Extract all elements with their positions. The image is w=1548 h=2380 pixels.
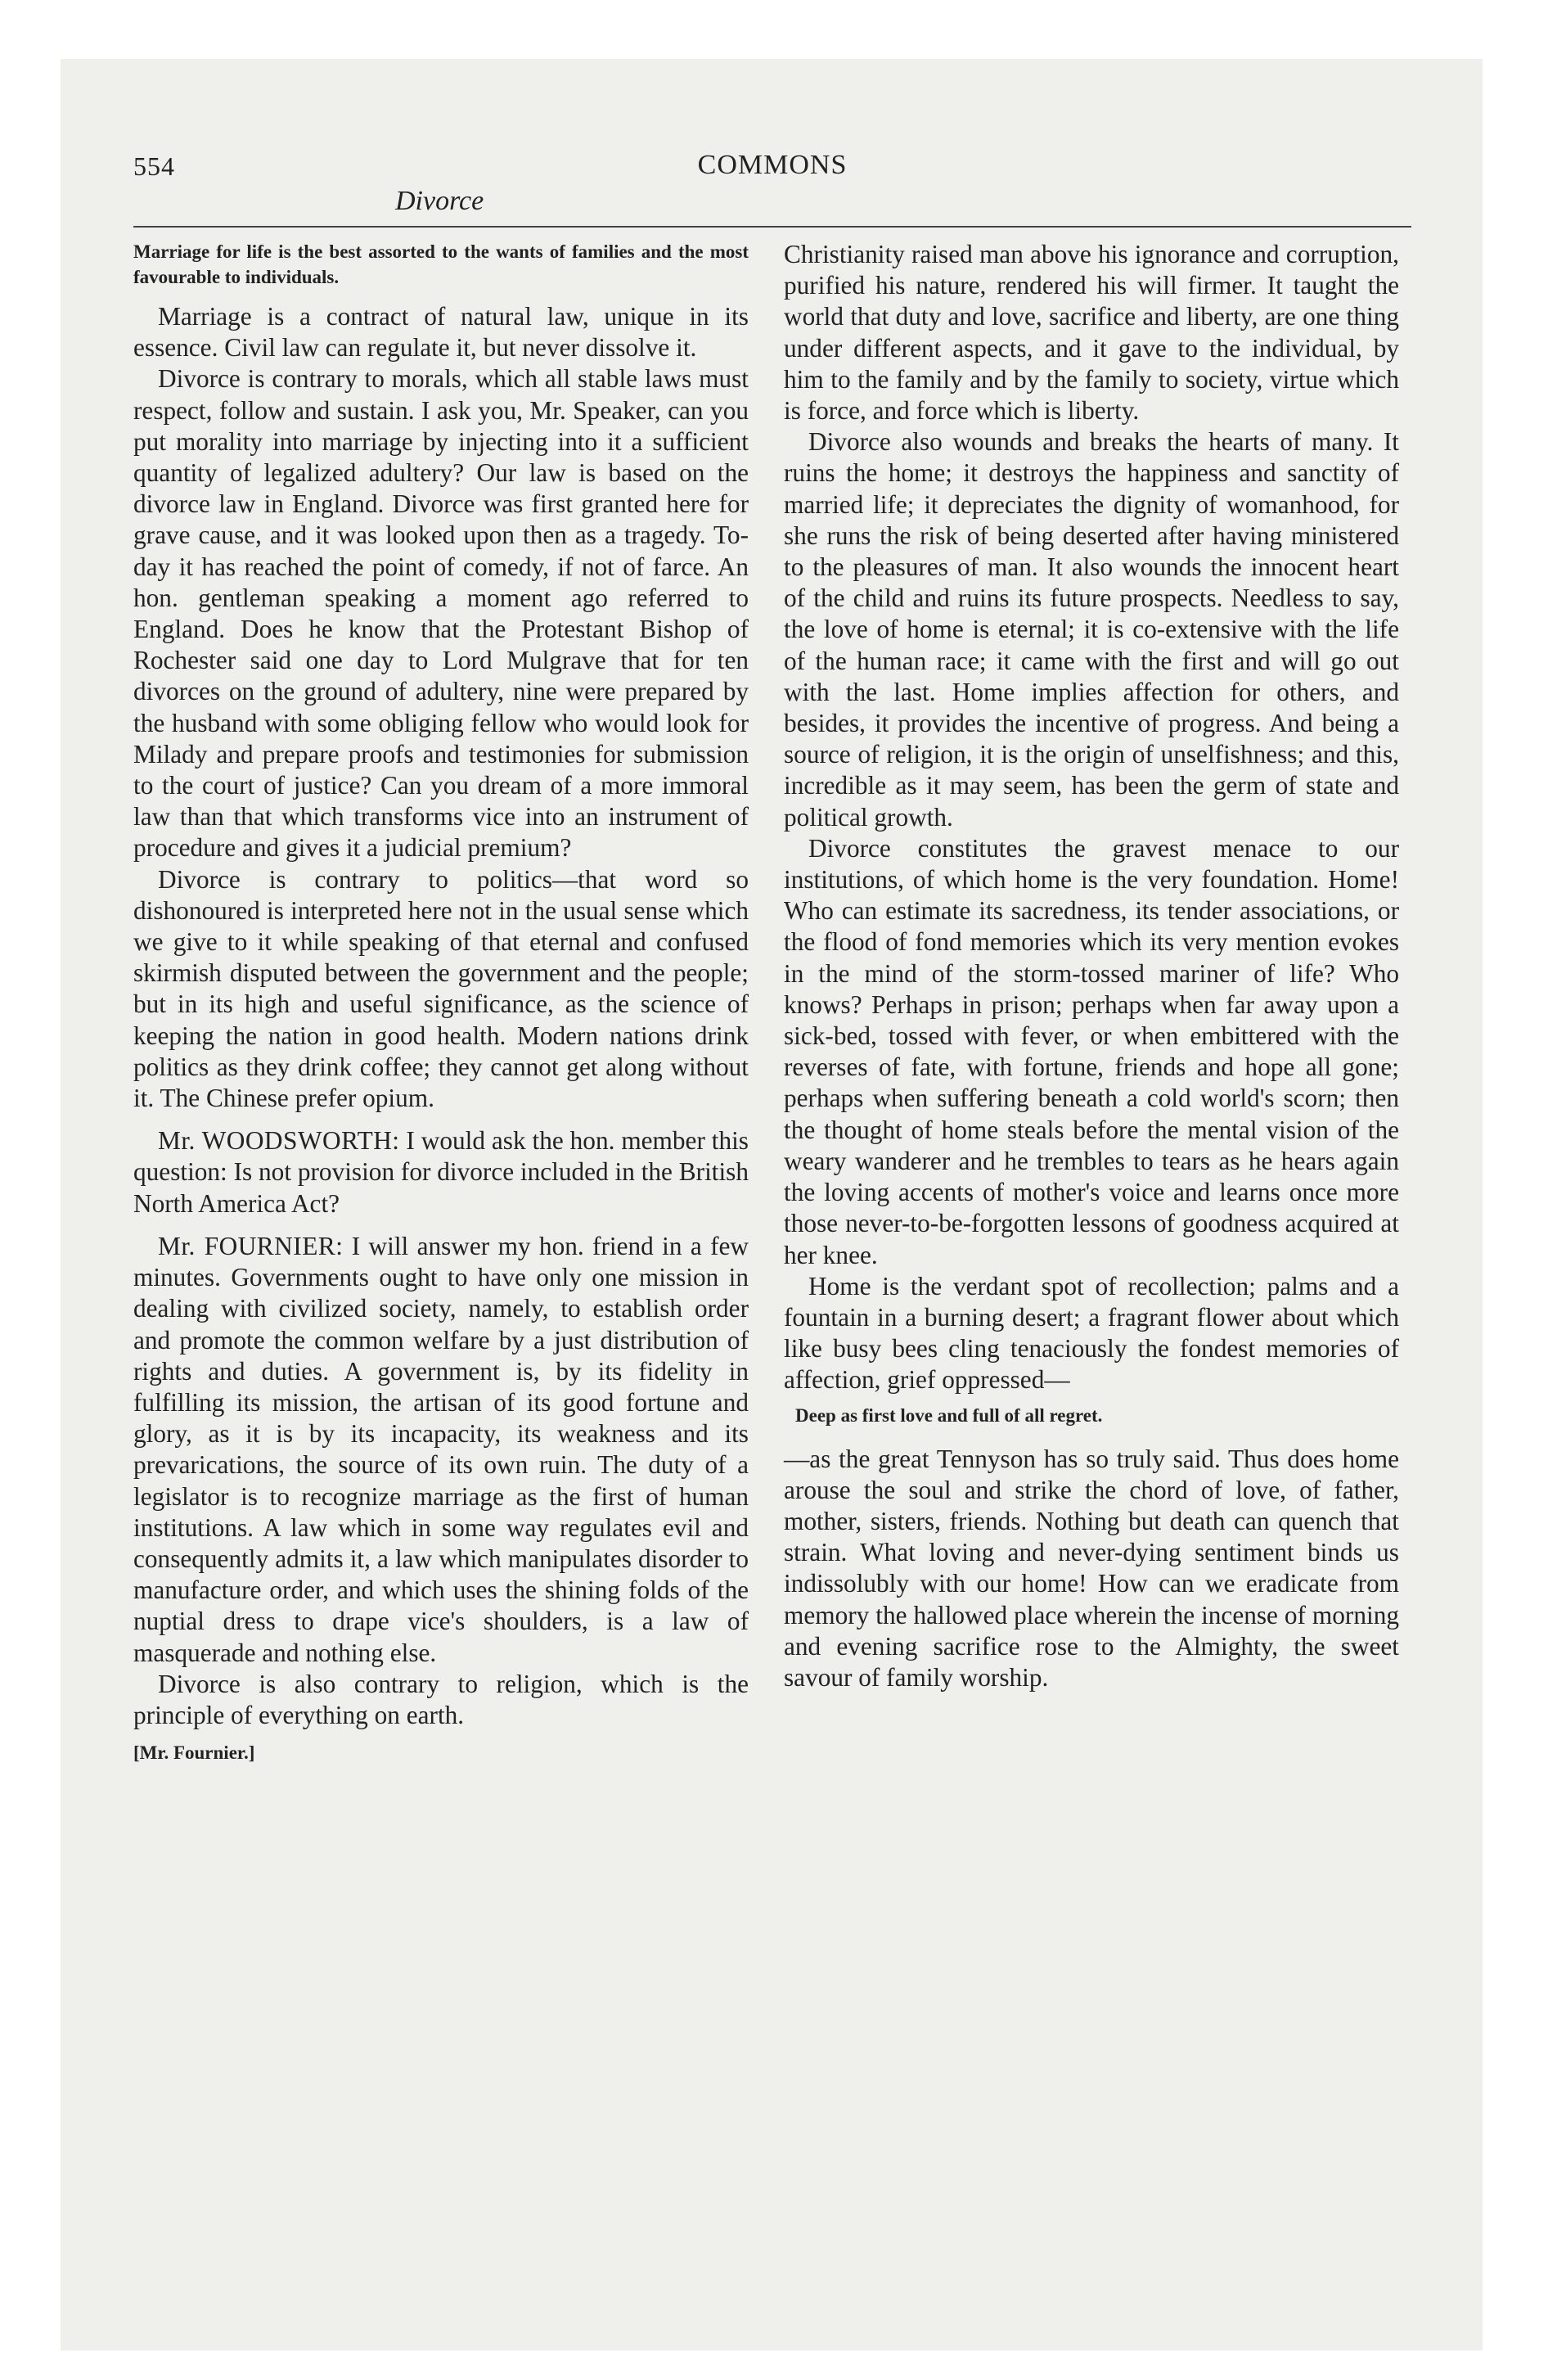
section-title: Divorce [395,186,484,216]
speech-text: I will answer my hon. friend in a few minutes. Governments ought to have only one mission in dealing with civilized society, namely, to establish order and promote the common welfare by a just distribution of rights and duties. A government is, by its fidelity in fulfilling its mission, the artisan of its good fortune and glory, as it is by its incapacity, its weakness and its prevarications, the source of its own ruin. The duty of a legislator is to recognize marriage as the first of human institutions. A law which in some way regulates evil and consequently admits it, a law which manipulates disorder to manufacture order, and which uses the shining folds of the nuptial dress to drape vice's shoulders, is a law of masquerade and nothing else. [133,1231,749,1667]
speaker-name: Mr. FOURNIER: [158,1231,344,1260]
speech-fournier [133,1231,749,1669]
speech-woodsworth [133,1125,749,1219]
paragraph: —as the great Tennyson has so truly said. Thus does home arouse the soul and strike the chord of love, of father, mother, sisters, friends. Nothing but death can quench that strain. What loving and never-dying sentiment binds us indissolubly with our home! How can we eradicate from memory the hallowed place wherein the incense of morning and evening sacrifice rose to the Almighty, the sweet savour of family worship. [784,1444,1399,1692]
paragraph: Marriage is a contract of natural law, unique in its essence. Civil law can regulate it, but never dissolve it. [133,302,749,363]
page-header [133,143,1411,225]
page-number: 554 [133,151,175,181]
verse-quote: Marriage for life is the best assorted to the wants of families and the most favourable to individuals. [133,241,749,287]
running-head: COMMONS [697,150,848,180]
paragraph: Divorce constitutes the gravest menace to our institutions, of which home is the very foundation. Home! Who can estimate its sacredness, its tender associations, or the flood of fond memories which its very mention evokes in the mind of the storm-tossed mariner of life? Who knows? Perhaps in prison; perhaps when far away upon a sick-bed, tossed with fever, or when embittered with the reverses of fate, with fortune, friends and hope all gone; perhaps when suffering beneath a cold world's scorn; then the thought of home steals before the mental vision of the weary wanderer and he trembles to tears as he hears again the loving accents of mother's voice and learns once more those never-to-be-forgotten lessons of goodness acquired at her knee. [784,833,1399,1269]
paragraph: Divorce is also contrary to religion, which is the principle of everything on earth. [133,1669,749,1729]
verse-quote: Deep as first love and full of all regret. [795,1404,1103,1426]
paragraph: Home is the verdant spot of recollection; palms and a fountain in a burning desert; a fragrant flower about which like busy bees cling tenaciously the fondest memories of affection, grief oppressed— [784,1271,1399,1395]
right-column [784,239,1399,1693]
speaker-footer: [Mr. Fournier.] [133,1742,255,1764]
paragraph: Christianity raised man above his ignorance and corruption, purified his nature, rendered his will firmer. It taught the world that duty and love, sacrifice and liberty, are one thing under different aspects, and it gave to the individual, by him to the family and by the family to society, virtue which is force, and force which is liberty. [784,240,1399,426]
speaker-name: Mr. WOODSWORTH: [158,1126,400,1156]
paragraph: Divorce is contrary to morals, which all stable laws must respect, follow and sustain. I ask you, Mr. Speaker, can you put morality into marriage by injecting into it a sufficient quantity of legalized adultery? Our law is based on the divorce law in England. Divorce was first granted here for grave cause, and it was looked upon then as a tragedy. To-day it has reached the point of comedy, if not of farce. An hon. gentleman speaking a moment ago referred to England. Does he know that the Protestant Bishop of Rochester said one day to Lord Mulgrave that for ten divorces on the ground of adultery, nine were prepared by the husband with some obliging fellow who would look for Milady and prepare proofs and testimonies for submission to the court of justice? Can you dream of a more immoral law than that which transforms vice into an instrument of procedure and gives it a judicial premium? [133,364,749,863]
speech-text: I would ask the hon. member this question: Is not provision for divorce included in the British North America Act? [133,1126,749,1218]
paragraph: Divorce is contrary to politics—that word so dishonoured is interpreted here not in the usual sense which we give to it while speaking of that eternal and confused skirmish disputed between the government and the people; but in its high and useful significance, as the science of keeping the nation in good health. Modern nations drink politics as they drink coffee; they cannot get along without it. The Chinese prefer opium. [133,864,749,1113]
header-rule [133,226,1411,228]
paragraph: Divorce also wounds and breaks the hearts of many. It ruins the home; it destroys the happiness and sanctity of married life; it depreciates the dignity of womanhood, for she runs the risk of being deserted after having ministered to the pleasures of man. It also wounds the innocent heart of the child and ruins its future prospects. Needless to say, the love of home is eternal; it is co-extensive with the life of the human race; it came with the first and will go out with the last. Home implies affection for others, and besides, it provides the incentive of progress. And being a source of religion, it is the origin of unselfishness; and this, incredible as it may seem, has been the germ of state and political growth. [784,427,1399,832]
left-column [133,239,749,1765]
